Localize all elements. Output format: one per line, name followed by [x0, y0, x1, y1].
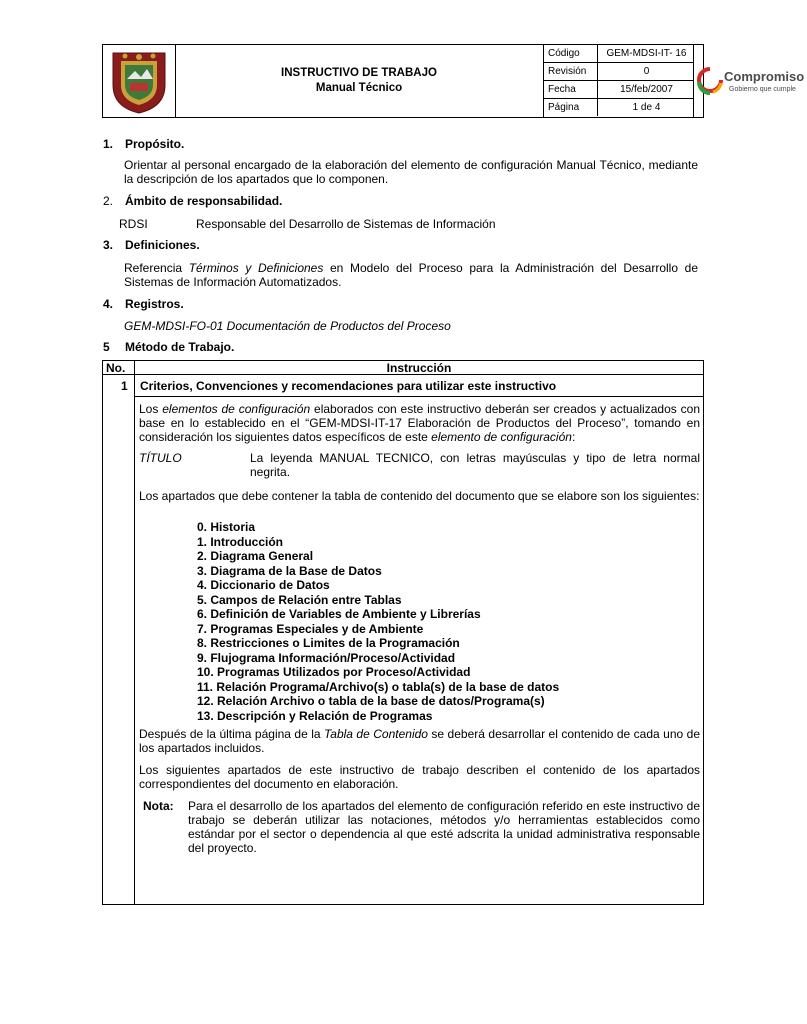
- document-subtitle: Manual Técnico: [315, 82, 403, 94]
- list-item: 5. Campos de Relación entre Tablas: [197, 592, 402, 607]
- column-header-no: No.: [106, 361, 126, 375]
- meta-row-pagina: [544, 99, 694, 117]
- meta-value: 15/feb/2007: [597, 81, 695, 98]
- list-item: 6. Definición de Variables de Ambiente y Librerías: [197, 607, 481, 621]
- section-1-text: Orientar al personal encargado de la elaboración del elemento de configuración Manual Técnico, mediante la descripción de los apartados que lo componen.: [124, 158, 698, 186]
- section-4-heading: [103, 297, 184, 311]
- list-item: 8. Restricciones o Limites de la Programación: [197, 636, 460, 650]
- text-run: elementos de configuración: [162, 402, 311, 416]
- document-type-title: INSTRUCTIVO DE TRABAJO: [281, 67, 437, 79]
- section-number: 4.: [103, 297, 114, 311]
- section-number: 3.: [103, 238, 114, 252]
- section-title: Método de Trabajo.: [125, 340, 235, 354]
- section-title: Propósito.: [125, 137, 185, 151]
- section-1-heading: [103, 137, 184, 151]
- meta-value: 0: [597, 63, 695, 80]
- section-title: Ámbito de responsabilidad.: [125, 194, 283, 208]
- section-number: 1.: [103, 137, 114, 151]
- instruction-paragraph-4: Los siguientes apartados de este instructivo de trabajo describen el contenido de los apartados correspondientes del documento en elaboración.: [139, 763, 700, 791]
- column-header-instruccion: Instrucción: [386, 361, 452, 375]
- list-item: 13. Descripción y Relación de Programas: [197, 708, 433, 723]
- list-item: 3. Diagrama de la Base de Datos: [197, 563, 382, 578]
- section-number: 2.: [103, 194, 114, 208]
- row-number: 1: [121, 379, 128, 393]
- meta-value: 1 de 4: [597, 99, 695, 116]
- text-run: Después de la última página de la: [139, 727, 325, 741]
- meta-row-codigo: [544, 45, 694, 63]
- meta-divider: [693, 45, 694, 117]
- list-item: 0. Historia: [197, 520, 256, 534]
- list-item: 1. Introducción: [197, 534, 284, 549]
- titulo-key: TÍTULO: [139, 451, 182, 465]
- logo-brand: Compromiso: [724, 69, 805, 84]
- document-title-cell: [175, 45, 544, 117]
- section-number: 5: [103, 340, 110, 354]
- instruction-paragraph-3: [139, 727, 700, 755]
- contents-list: [197, 520, 559, 723]
- list-item: 2. Diagrama General: [197, 549, 314, 563]
- titulo-value: La leyenda MANUAL TECNICO, con letras mayúsculas y tipo de letra normal negrita.: [250, 451, 700, 479]
- list-item: 12. Relación Archivo o tabla de la base de datos/Programa(s): [197, 694, 545, 708]
- section-3-heading: [103, 238, 200, 252]
- rdsi-abbr: RDSI: [119, 217, 148, 231]
- nota-label: Nota:: [143, 799, 174, 813]
- text-run: elemento de configuración: [431, 430, 572, 444]
- meta-row-fecha: [544, 81, 694, 99]
- compromiso-logo: [695, 55, 807, 107]
- seal-cell: [103, 45, 176, 117]
- meta-key: Página: [548, 102, 580, 113]
- nota-text: Para el desarrollo de los apartados del elemento de configuración referido en este instructivo de trabajo se deberán utilizar las notaciones, métodos y/o herramientas establecidos como estándar por el sector o dependencia al que esté adscrita la unidad administrativa responsable del proyecto.: [188, 799, 700, 855]
- list-item: 7. Programas Especiales y de Ambiente: [197, 621, 424, 636]
- text-run: en Modelo del Proceso para la Administración del Desarrollo de Sistemas de Información Automatizados.: [124, 261, 698, 289]
- section-5-heading: [103, 340, 234, 354]
- text-run: Los: [139, 402, 163, 416]
- list-item: 9. Flujograma Información/Proceso/Actividad: [197, 650, 456, 665]
- compromiso-swirl-icon: [695, 65, 725, 101]
- meta-row-revision: [544, 63, 694, 81]
- document-meta-table: [544, 45, 694, 117]
- text-run: elaborados con este instructivo deberán ser creados y actualizados con base en lo establecido en el “GEM-MDSI-IT-17 Elaboración de Productos del Proceso”, tomando en consideración los siguientes datos específicos de este: [139, 402, 700, 444]
- method-table: [102, 360, 704, 905]
- section-3-text: [124, 261, 698, 289]
- text-run: Tabla de Contenido: [324, 727, 428, 741]
- section-title: Registros.: [125, 297, 184, 311]
- meta-value: GEM-MDSI-IT- 16: [597, 45, 695, 62]
- text-run: se deberá desarrollar el contenido de cada uno de los apartados incluidos.: [139, 727, 700, 755]
- text-run: :: [571, 430, 576, 444]
- meta-key: Fecha: [548, 84, 576, 95]
- section-title: Definiciones.: [125, 238, 200, 252]
- list-item: 10. Programas Utilizados por Proceso/Actividad: [197, 665, 471, 679]
- row-title: Criterios, Convenciones y recomendaciones para utilizar este instructivo: [140, 379, 557, 393]
- section-2-heading: [103, 194, 282, 208]
- instruction-paragraph-1: [139, 402, 700, 444]
- state-seal-icon: [103, 45, 175, 117]
- list-item: 11. Relación Programa/Archivo(s) o tabla(s) de la base de datos: [197, 679, 560, 694]
- document-header: [102, 44, 805, 118]
- instruction-paragraph-2: Los apartados que debe contener la tabla de contenido del documento que se elabore son los siguientes:: [139, 489, 700, 503]
- meta-key: Revisión: [548, 66, 587, 77]
- text-run: Referencia: [124, 261, 189, 275]
- section-4-text: GEM-MDSI-FO-01 Documentación de Productos del Proceso: [124, 319, 451, 333]
- definitions-reference: Términos y Definiciones: [188, 261, 324, 275]
- meta-key: Código: [548, 48, 580, 59]
- table-row-title-divider: [134, 396, 703, 397]
- table-column-divider: [134, 361, 135, 904]
- list-item: 4. Diccionario de Datos: [197, 578, 330, 592]
- logo-tagline: Gobierno que cumple: [729, 86, 796, 93]
- rdsi-description: Responsable del Desarrollo de Sistemas de Información: [196, 217, 496, 231]
